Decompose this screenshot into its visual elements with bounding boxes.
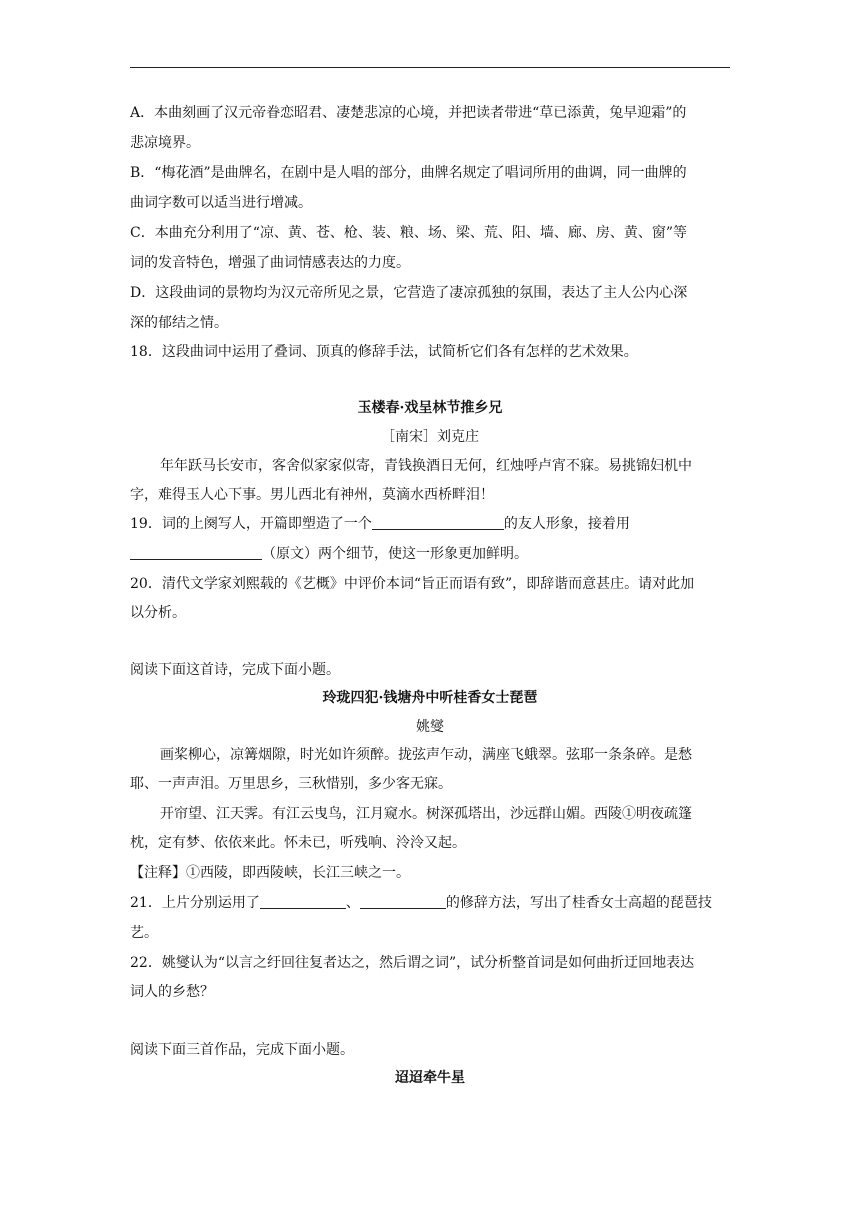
poem1-title: 玉楼春·戏呈林节推乡兄 xyxy=(357,400,503,416)
question-22-line-1: 22．姚燮认为“以言之纡回往复者达之，然后谓之词”，试分析整首词是如何曲折迂回地表达 xyxy=(130,955,695,971)
poem2-title: 玲珑四犯·钱塘舟中听桂香女士琵琶 xyxy=(322,690,538,706)
q19-text-1: 19．词的上阕写人，开篇即塑造了一个 xyxy=(130,516,372,532)
q19-text-2: 的友人形象，接着用 xyxy=(503,516,630,532)
option-d-line-2: 深的郁结之情。 xyxy=(130,315,228,331)
question-20-line-1: 20．清代文学家刘熙载的《艺概》中评价本词“旨正而语有致”，即辞谐而意甚庄。请对此加 xyxy=(130,576,695,592)
question-20-line-2: 以分析。 xyxy=(130,605,186,621)
question-19-line-1 xyxy=(130,514,730,534)
q19-answer-blank-2[interactable] xyxy=(130,545,262,560)
header-rule xyxy=(130,67,730,68)
question-21-line-1 xyxy=(130,893,730,913)
option-a-line-2: 悲凉境界。 xyxy=(130,135,200,151)
option-d-line-1: D．这段曲词的景物均为汉元帝所见之景，它营造了凄凉孤独的氛围，表达了主人公内心深 xyxy=(130,285,688,301)
poem1-line-1: 年年跃马长安市，客舍似家家似寄，青钱换酒日无何，红烛呼卢宵不寐。易挑锦妇机中 xyxy=(160,458,692,474)
poem3-title: 迢迢牵牛星 xyxy=(395,1070,465,1086)
poem2-author: 姚燮 xyxy=(416,719,444,735)
question-18: 18．这段曲词中运用了叠词、顶真的修辞手法，试简析它们各有怎样的艺术效果。 xyxy=(130,344,638,360)
poem2-line-3: 开帘望、江天霁。有江云曳鸟，江月窥水。树深孤塔出，沙远群山媚。西陵①明夜疏篷 xyxy=(160,806,692,822)
poem2-note: 【注释】①西陵，即西陵峡，长江三峡之一。 xyxy=(130,865,410,881)
poem1-line-2: 字，难得玉人心下事。男儿西北有神州，莫滴水西桥畔泪！ xyxy=(130,487,494,503)
instruction-poem2: 阅读下面这首诗，完成下面小题。 xyxy=(130,662,340,678)
option-b-line-2: 曲词字数可以适当进行增减。 xyxy=(130,195,312,211)
question-21-line-2: 艺。 xyxy=(130,925,158,941)
option-c-line-2: 词的发音特色，增强了曲词情感表达的力度。 xyxy=(130,255,410,271)
option-b-line-1: B．“梅花酒”是曲牌名，在剧中是人唱的部分，曲牌名规定了唱词所用的曲调，同一曲牌的 xyxy=(130,165,687,181)
poem2-line-1: 画桨柳心，凉篝烟隙，时光如许须醉。拢弦声乍动，满座飞蛾翠。弦耶一条条碎。是愁 xyxy=(160,747,692,763)
option-a-line-1: A．本曲刻画了汉元帝眷恋昭君、凄楚悲凉的心境，并把读者带进“草已添黄，兔早迎霜”的 xyxy=(130,105,687,121)
poem1-author: ［南宋］刘克庄 xyxy=(381,429,479,445)
q21-separator: 、 xyxy=(345,895,360,911)
poem2-line-4: 枕，定有梦、依依来此。怀未已，听残响、泠泠又起。 xyxy=(130,835,466,851)
instruction-poem3: 阅读下面三首作品，完成下面小题。 xyxy=(130,1042,354,1058)
question-22-line-2: 词人的乡愁？ xyxy=(130,984,214,1000)
question-19-line-2 xyxy=(130,544,730,564)
option-c-line-1: C．本曲充分利用了“凉、黄、苍、枪、装、粮、场、梁、荒、阳、墙、廊、房、黄、窗”等 xyxy=(130,225,688,241)
q19-text-3: （原文）两个细节，使这一形象更加鲜明。 xyxy=(262,546,528,562)
q21-answer-blank-2[interactable] xyxy=(360,894,446,909)
q21-text-2: 的修辞方法，写出了桂香女士高超的琵琶技 xyxy=(445,895,712,911)
q21-answer-blank-1[interactable] xyxy=(260,894,346,909)
q19-answer-blank-1[interactable] xyxy=(372,515,504,530)
poem2-line-2: 耶、一声声泪。万里思乡，三秋惜别，多少客无寐。 xyxy=(130,776,452,792)
q21-text-1: 21．上片分别运用了 xyxy=(130,895,260,911)
